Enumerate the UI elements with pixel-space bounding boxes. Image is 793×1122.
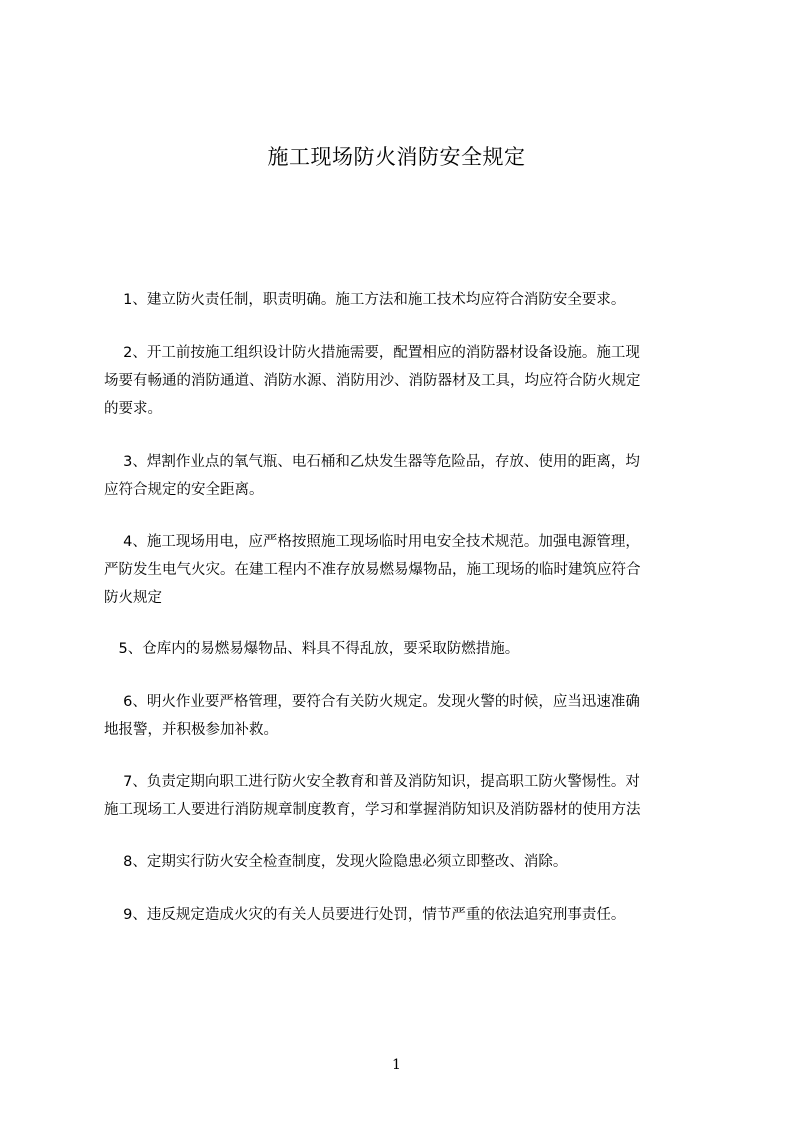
clause-7-line-1: 7、负责定期向职工进行防火安全教育和普及消防知识，提高职工防火警惕性。对 xyxy=(104,774,640,790)
clause-3-line-2: 应符合规定的安全距离。 xyxy=(104,482,264,498)
clause-8-line-1: 8、定期实行防火安全检查制度，发现火险隐患必须立即整改、消除。 xyxy=(104,854,568,870)
clause-6-line-2: 地报警，并积极参加补救。 xyxy=(104,722,278,738)
clause-3 xyxy=(104,448,694,504)
clause-1 xyxy=(104,286,694,314)
clause-4-line-1: 4、施工现场用电，应严格按照施工现场临时用电安全技术规范。加强电源管理， xyxy=(104,534,640,550)
clause-6 xyxy=(104,688,694,744)
document-title: 施工现场防火消防安全规定 xyxy=(267,145,526,169)
clause-3-line-1: 3、焊割作业点的氧气瓶、电石桶和乙炔发生器等危险品，存放、使用的距离，均 xyxy=(104,454,640,470)
clause-4-line-3: 防火规定 xyxy=(104,590,162,606)
clause-4-line-2: 严防发生电气火灾。在建工程内不准存放易燃易爆物品，施工现场的临时建筑应符合 xyxy=(104,562,641,578)
clause-6-line-1: 6、明火作业要严格管理，要符合有关防火规定。发现火警的时候，应当迅速准确 xyxy=(104,694,640,710)
clause-7 xyxy=(104,768,694,824)
clause-2-line-3: 的要求。 xyxy=(104,401,162,417)
clause-2 xyxy=(104,339,694,423)
clause-9-line-1: 9、违反规定造成火灾的有关人员要进行处罚，情节严重的依法追究刑事责任。 xyxy=(104,907,626,923)
clause-2-line-2: 场要有畅通的消防通道、消防水源、消防用沙、消防器材及工具，均应符合防火规定 xyxy=(104,373,641,389)
clause-7-line-2: 施工现场工人要进行消防规章制度教育，学习和掌握消防知识及消防器材的使用方法 xyxy=(104,802,641,818)
clause-2-line-1: 2、开工前按施工组织设计防火措施需要，配置相应的消防器材设备设施。施工现 xyxy=(104,345,640,361)
clause-1-line-1: 1、建立防火责任制，职责明确。施工方法和施工技术均应符合消防安全要求。 xyxy=(104,292,626,308)
clause-8 xyxy=(104,848,694,876)
clause-9 xyxy=(104,901,694,929)
clause-4 xyxy=(104,528,694,612)
clause-5-line-1: 5、仓库内的易燃易爆物品、料具不得乱放，要采取防燃措施。 xyxy=(104,641,520,657)
page-number: 1 xyxy=(392,1057,401,1073)
clause-5 xyxy=(104,635,694,663)
